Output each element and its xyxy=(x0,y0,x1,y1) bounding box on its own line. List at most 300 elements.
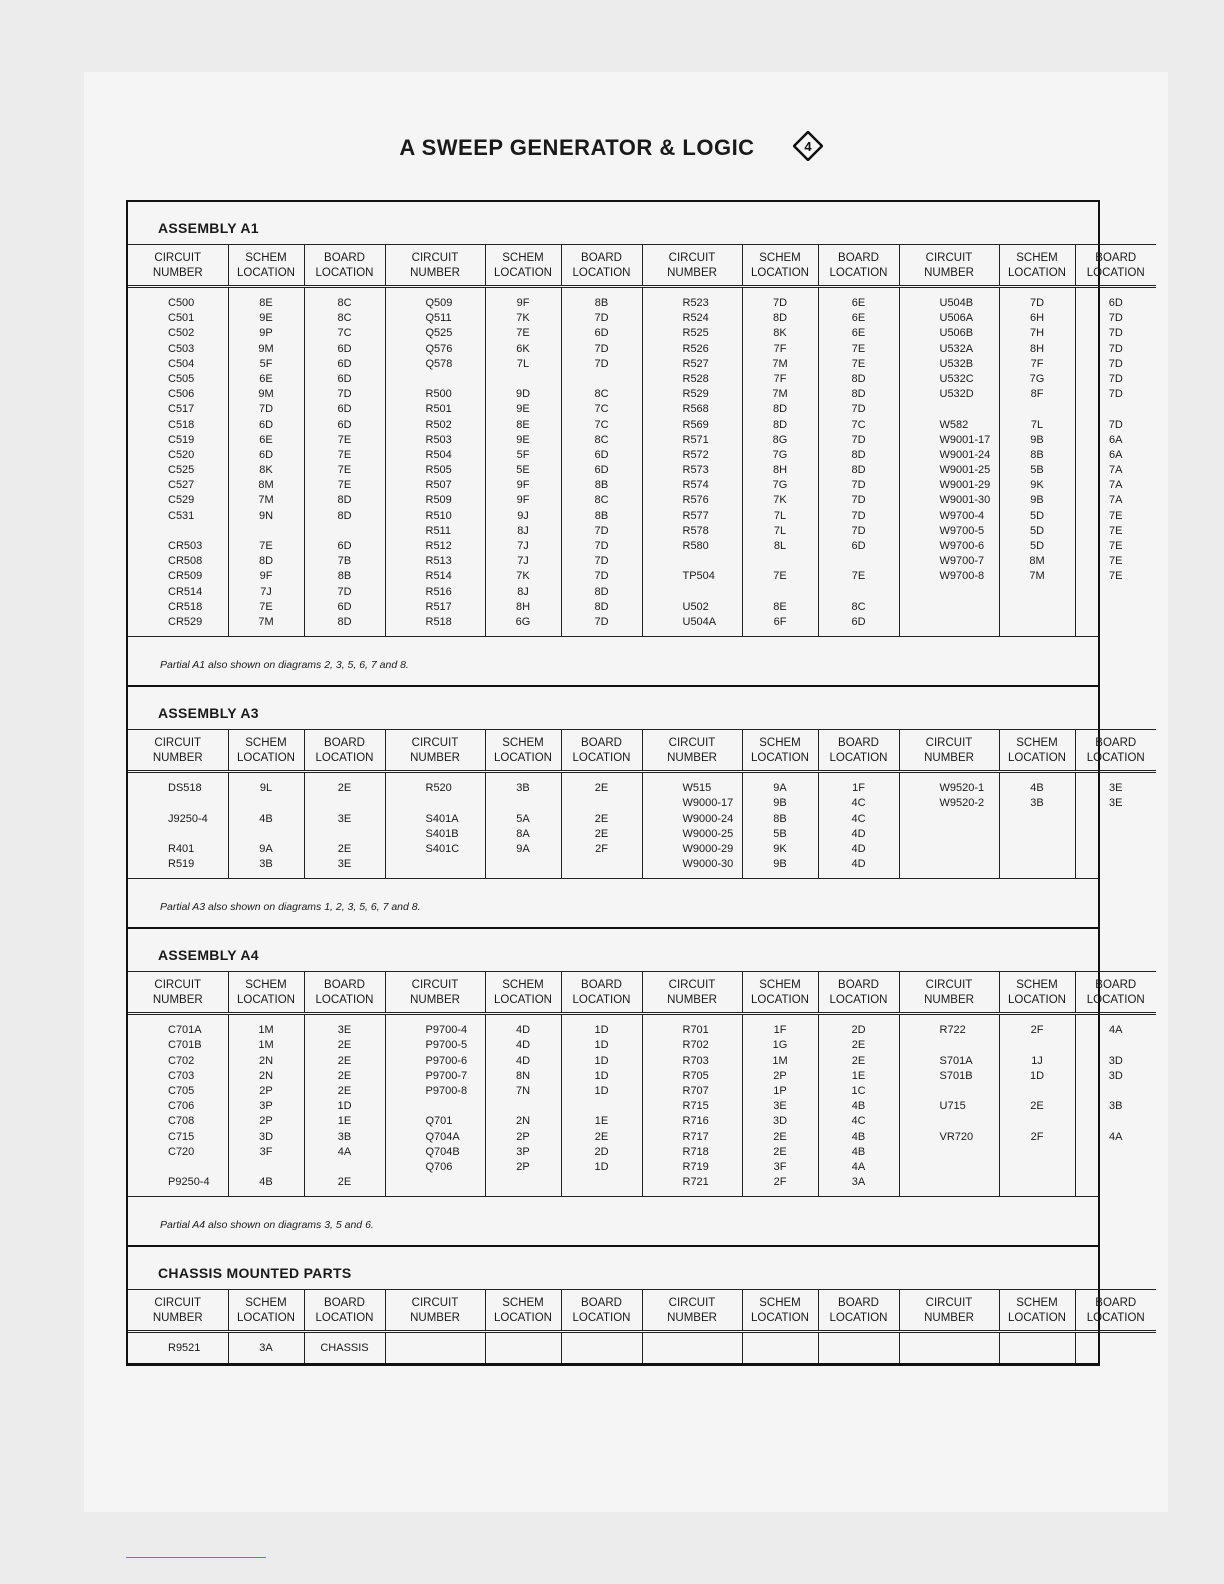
schem-cell: 7F xyxy=(773,372,787,385)
circuit-cell xyxy=(940,1114,997,1129)
schem-cell: 9P xyxy=(259,327,273,340)
header-line: CIRCUIT xyxy=(668,979,716,992)
board-cell: 2F xyxy=(595,842,608,855)
circuit-cell xyxy=(940,600,997,615)
board-cell: 8B xyxy=(594,509,609,522)
header-board xyxy=(304,245,385,287)
schem-cell: 7K xyxy=(516,570,530,583)
board-cell: 2E xyxy=(337,1069,352,1082)
circuit-cell: J9250-4 xyxy=(168,812,208,825)
header-line: BOARD xyxy=(324,737,365,750)
board-cell: 6D xyxy=(1108,297,1123,309)
header-schem xyxy=(742,1290,818,1332)
board-cell xyxy=(1078,1341,1155,1356)
circuit-cell: W515 xyxy=(682,782,712,795)
schem-cell: 9F xyxy=(516,479,530,492)
header-line: CIRCUIT xyxy=(411,737,459,750)
board-cell: 1E xyxy=(594,1115,609,1128)
header-line: NUMBER xyxy=(924,994,974,1007)
board-cell: 2E xyxy=(337,782,352,795)
schem-cell: 8G xyxy=(772,433,788,446)
schem-cell: 7D xyxy=(772,297,788,309)
schem-cell: 7F xyxy=(1030,357,1044,370)
header-line: NUMBER xyxy=(924,752,974,765)
schem-cell xyxy=(1002,812,1073,827)
board-cell: 1D xyxy=(594,1085,609,1097)
schem-cell: 9B xyxy=(1030,494,1044,507)
schem-cell: 7K xyxy=(516,312,530,325)
circuit-cell: R502 xyxy=(425,418,452,431)
board-cell: 7D xyxy=(594,312,609,325)
schem-cell: 8H xyxy=(772,464,788,477)
board-cell: 7D xyxy=(337,585,352,598)
circuit-cell: C518 xyxy=(168,418,195,431)
circuit-cell: R578 xyxy=(682,524,709,537)
board-cell: 7C xyxy=(851,418,866,431)
circuit-cell: W9520-1 xyxy=(939,782,985,795)
board-cell: 3B xyxy=(337,1130,352,1143)
column-schem xyxy=(999,287,1075,637)
schem-cell: 7L xyxy=(516,357,530,370)
board-cell: 4B xyxy=(851,1145,866,1158)
schem-cell: 8E xyxy=(773,600,787,613)
board-cell: 7D xyxy=(1108,357,1123,370)
circuit-cell: C525 xyxy=(168,464,195,477)
board-cell: 4C xyxy=(851,812,866,825)
board-cell xyxy=(307,524,383,539)
header-line: CIRCUIT xyxy=(668,737,716,750)
board-cell xyxy=(1078,402,1155,417)
column-schem xyxy=(228,287,304,637)
board-cell: 7E xyxy=(337,479,352,492)
circuit-cell: R702 xyxy=(682,1039,709,1052)
circuit-cell: U532B xyxy=(939,357,974,370)
board-cell: 1D xyxy=(594,1069,609,1082)
board-cell: 8D xyxy=(851,372,866,385)
schem-cell: 9E xyxy=(516,403,530,416)
circuit-cell: R501 xyxy=(425,403,452,416)
header-line: BOARD xyxy=(838,979,879,992)
board-cell xyxy=(1078,1160,1155,1175)
schem-cell: 8K xyxy=(259,464,273,477)
column-schem xyxy=(228,1332,304,1363)
schem-cell: 8M xyxy=(1029,555,1045,568)
header-line: LOCATION xyxy=(494,1312,552,1325)
header-line: NUMBER xyxy=(924,1312,974,1325)
board-cell: 1F xyxy=(852,782,865,795)
header-line: NUMBER xyxy=(667,267,717,279)
circuit-cell xyxy=(426,796,483,811)
circuit-cell: Q509 xyxy=(425,297,453,309)
schem-cell: 9B xyxy=(773,797,787,810)
header-line: CIRCUIT xyxy=(154,1297,202,1310)
schem-cell: 8D xyxy=(258,555,274,568)
header-line: SCHEM xyxy=(759,1297,801,1310)
schem-cell: 8E xyxy=(516,418,530,431)
header-circuit xyxy=(899,972,999,1014)
column-circuit xyxy=(128,772,228,879)
board-cell: 8B xyxy=(594,479,609,492)
header-line: SCHEM xyxy=(245,737,287,750)
header-line: BOARD xyxy=(324,979,365,992)
circuit-cell: S401C xyxy=(425,842,460,855)
schem-cell: 7D xyxy=(1029,297,1045,309)
schem-cell: 4D xyxy=(515,1039,531,1052)
board-cell: 4D xyxy=(851,842,866,855)
header-line: CIRCUIT xyxy=(154,252,202,264)
header-line: CIRCUIT xyxy=(925,252,973,264)
board-cell: 7C xyxy=(337,327,352,340)
board-cell: 8C xyxy=(594,433,609,446)
circuit-cell: Q576 xyxy=(425,342,453,355)
header-line: NUMBER xyxy=(667,994,717,1007)
schem-cell: 9A xyxy=(259,842,273,855)
circuit-cell: U532A xyxy=(939,342,974,355)
header-line: SCHEM xyxy=(759,737,801,750)
column-board xyxy=(818,772,899,879)
circuit-cell xyxy=(940,1038,997,1053)
board-cell: 6D xyxy=(337,342,352,355)
header-schem xyxy=(742,245,818,287)
circuit-cell xyxy=(940,615,997,630)
title-text: A SWEEP GENERATOR & LOGIC xyxy=(399,135,755,160)
board-cell: 6D xyxy=(851,540,866,552)
header-line: LOCATION xyxy=(751,752,809,765)
circuit-cell: W9000-30 xyxy=(682,858,734,871)
board-cell xyxy=(821,585,897,600)
circuit-cell xyxy=(940,1175,997,1190)
schem-cell xyxy=(1002,585,1073,600)
circuit-cell: C517 xyxy=(168,403,195,416)
board-cell: 7D xyxy=(594,540,609,552)
header-board xyxy=(818,730,899,772)
header-schem xyxy=(999,730,1075,772)
schem-cell: 9E xyxy=(516,433,530,446)
schem-cell: 7M xyxy=(772,357,788,370)
header-line: SCHEM xyxy=(759,252,801,264)
board-cell xyxy=(1078,842,1155,857)
column-schem xyxy=(742,1014,818,1197)
schem-cell: 3B xyxy=(259,858,273,871)
circuit-cell xyxy=(168,827,226,842)
circuit-cell: C500 xyxy=(168,297,195,309)
circuit-cell: R505 xyxy=(425,464,452,477)
schem-cell: 8J xyxy=(517,585,529,598)
header-circuit xyxy=(899,245,999,287)
header-line: NUMBER xyxy=(924,267,974,279)
board-cell: 7E xyxy=(1109,540,1123,552)
board-cell: 6D xyxy=(337,418,352,431)
board-cell: 7C xyxy=(594,403,609,416)
schem-cell: 3E xyxy=(773,1100,787,1113)
section-title: ASSEMBLY A1 xyxy=(158,220,259,236)
header-schem xyxy=(228,972,304,1014)
header-line: LOCATION xyxy=(237,267,295,279)
header-schem xyxy=(999,972,1075,1014)
column-board xyxy=(1075,287,1156,637)
column-circuit xyxy=(128,1014,228,1197)
header-line: NUMBER xyxy=(410,267,460,279)
circuit-cell: R569 xyxy=(682,418,709,431)
schem-cell: 8D xyxy=(772,403,788,416)
column-board xyxy=(1075,1014,1156,1197)
column-schem xyxy=(742,287,818,637)
circuit-cell: C720 xyxy=(168,1145,195,1158)
header-line: LOCATION xyxy=(572,994,631,1007)
circuit-cell: R719 xyxy=(682,1160,709,1173)
header-circuit xyxy=(385,972,485,1014)
circuit-cell xyxy=(683,1341,740,1356)
board-cell: 6A xyxy=(1109,448,1123,461)
circuit-cell xyxy=(940,842,997,857)
header-schem xyxy=(999,1290,1075,1332)
column-board xyxy=(561,772,642,879)
board-cell: 7D xyxy=(594,615,609,628)
circuit-cell: C502 xyxy=(168,327,195,340)
board-cell: 7D xyxy=(851,479,866,492)
header-line: LOCATION xyxy=(751,1312,809,1325)
board-cell: 2E xyxy=(337,1085,352,1097)
circuit-cell: R576 xyxy=(682,494,709,507)
header-circuit xyxy=(128,1290,228,1332)
circuit-cell: CR508 xyxy=(168,555,203,568)
header-line: CIRCUIT xyxy=(411,979,459,992)
board-cell: 7E xyxy=(1109,555,1123,568)
header-line: NUMBER xyxy=(410,752,460,765)
schem-cell: 8L xyxy=(773,540,787,552)
board-cell: 4A xyxy=(1109,1024,1123,1037)
header-line: LOCATION xyxy=(494,267,552,279)
circuit-cell: U504A xyxy=(682,615,717,628)
board-cell: 7D xyxy=(337,388,352,401)
header-circuit xyxy=(385,1290,485,1332)
header-line: NUMBER xyxy=(667,1312,717,1325)
schem-cell: 1G xyxy=(772,1039,788,1052)
circuit-cell: W9001-17 xyxy=(939,433,991,446)
header-line: CIRCUIT xyxy=(925,737,973,750)
circuit-cell: R524 xyxy=(682,312,709,325)
circuit-cell: S401B xyxy=(425,827,459,840)
schem-cell: 1P xyxy=(773,1085,787,1097)
board-cell: 3E xyxy=(1109,782,1123,795)
schem-cell: 5D xyxy=(1029,524,1045,537)
circuit-cell: C702 xyxy=(168,1054,195,1067)
section-title: ASSEMBLY A3 xyxy=(158,705,259,722)
circuit-cell: R715 xyxy=(682,1100,709,1113)
section-title: CHASSIS MOUNTED PARTS xyxy=(158,1265,352,1282)
schem-cell: 3A xyxy=(259,1342,273,1355)
schem-cell: 7E xyxy=(516,327,530,340)
board-cell: 4A xyxy=(1109,1130,1123,1143)
circuit-cell xyxy=(940,402,997,417)
schem-cell: 3B xyxy=(1030,797,1044,810)
board-cell: 2E xyxy=(337,1039,352,1052)
schem-cell: 9M xyxy=(258,388,274,401)
schem-cell: 2E xyxy=(773,1145,787,1158)
header-line: LOCATION xyxy=(751,267,809,279)
circuit-cell: P9700-5 xyxy=(425,1039,468,1052)
board-cell xyxy=(1078,600,1155,615)
circuit-cell: W9001-29 xyxy=(939,479,991,492)
circuit-cell: P9700-6 xyxy=(425,1054,468,1067)
header-line: SCHEM xyxy=(502,1297,544,1310)
column-circuit xyxy=(642,1014,742,1197)
circuit-cell: C701B xyxy=(168,1039,202,1052)
circuit-cell: U504B xyxy=(939,297,974,309)
board-cell: 3E xyxy=(1109,797,1123,810)
schem-cell: 5F xyxy=(516,448,530,461)
board-cell: 7D xyxy=(594,357,609,370)
schem-cell: 2P xyxy=(516,1160,530,1173)
board-cell: 2D xyxy=(594,1145,609,1158)
circuit-cell: C519 xyxy=(168,433,195,446)
header-line: NUMBER xyxy=(410,994,460,1007)
board-cell: 8B xyxy=(337,570,352,583)
schem-cell: 2F xyxy=(773,1176,787,1189)
header-line: LOCATION xyxy=(572,752,631,765)
schem-cell: 8E xyxy=(259,297,273,309)
header-line: BOARD xyxy=(581,1297,622,1310)
board-cell: 4B xyxy=(851,1130,866,1143)
circuit-cell: C529 xyxy=(168,494,195,507)
board-cell: CHASSIS xyxy=(320,1342,369,1355)
board-cell: 2E xyxy=(337,842,352,855)
table-body-row xyxy=(128,287,1156,637)
column-circuit xyxy=(385,772,485,879)
board-cell: 7D xyxy=(1108,327,1123,340)
column-board xyxy=(561,1332,642,1363)
header-board xyxy=(1075,245,1156,287)
schem-cell: 6D xyxy=(258,418,274,431)
schem-cell: 6E xyxy=(259,372,273,385)
circuit-cell: R523 xyxy=(682,297,709,309)
circuit-cell: DS518 xyxy=(168,782,202,795)
board-cell: 7D xyxy=(851,509,866,522)
column-board xyxy=(818,287,899,637)
header-line: LOCATION xyxy=(829,267,888,279)
schem-cell xyxy=(1002,842,1073,857)
circuit-cell: R573 xyxy=(682,464,709,477)
circuit-cell: Q511 xyxy=(425,312,452,325)
schem-cell: 7J xyxy=(517,540,529,552)
circuit-cell: C705 xyxy=(168,1085,195,1097)
board-cell: 1D xyxy=(594,1039,609,1052)
column-schem xyxy=(999,1014,1075,1197)
column-board xyxy=(561,287,642,637)
header-schem xyxy=(485,245,561,287)
column-schem xyxy=(485,287,561,637)
schem-cell: 4B xyxy=(259,1176,273,1189)
header-schem xyxy=(485,1290,561,1332)
schem-cell xyxy=(1002,1145,1073,1160)
circuit-cell: S701A xyxy=(939,1054,973,1067)
circuit-cell: R705 xyxy=(682,1069,709,1082)
schem-cell xyxy=(1002,615,1073,630)
header-board xyxy=(818,972,899,1014)
circuit-cell: R574 xyxy=(682,479,709,492)
section-note: Partial A1 also shown on diagrams 2, 3, 5, 6, 7 and 8. xyxy=(128,636,1098,685)
column-circuit xyxy=(642,772,742,879)
schem-cell: 1F xyxy=(773,1024,787,1037)
circuit-cell: C706 xyxy=(168,1100,195,1113)
circuit-cell: Q578 xyxy=(425,357,453,370)
schem-cell: 7L xyxy=(773,524,787,537)
column-circuit xyxy=(642,287,742,637)
header-schem xyxy=(742,730,818,772)
board-cell: 8D xyxy=(337,615,352,628)
circuit-cell: W9700-4 xyxy=(939,509,985,522)
header-line: LOCATION xyxy=(1086,1312,1145,1325)
column-schem xyxy=(742,1332,818,1363)
schem-cell: 2E xyxy=(1030,1100,1044,1113)
schem-cell: 5D xyxy=(1029,540,1045,552)
schem-cell xyxy=(231,1160,302,1175)
column-circuit xyxy=(128,287,228,637)
board-cell: 2E xyxy=(594,827,609,840)
board-cell: 1D xyxy=(594,1024,609,1037)
board-cell: 4D xyxy=(851,858,866,871)
schem-cell xyxy=(1002,827,1073,842)
header-circuit xyxy=(642,1290,742,1332)
schem-cell: 9F xyxy=(516,297,530,309)
circuit-cell: W582 xyxy=(939,418,969,431)
schem-cell: 2P xyxy=(773,1069,787,1082)
header-line: BOARD xyxy=(838,252,879,264)
circuit-cell: R9521 xyxy=(168,1342,201,1355)
header-schem xyxy=(228,1290,304,1332)
circuit-cell: R527 xyxy=(682,357,709,370)
board-cell: 7B xyxy=(337,555,352,568)
circuit-cell: R509 xyxy=(425,494,452,507)
board-cell: 4D xyxy=(851,827,866,840)
header-line: LOCATION xyxy=(1008,994,1066,1007)
schem-cell: 8D xyxy=(772,418,788,431)
board-cell: 3A xyxy=(851,1176,866,1189)
board-cell: 4B xyxy=(851,1100,866,1113)
board-cell: 7A xyxy=(1109,494,1123,507)
schem-cell: 7D xyxy=(258,403,274,416)
header-line: LOCATION xyxy=(237,1312,295,1325)
column-circuit xyxy=(385,1014,485,1197)
header-board xyxy=(1075,972,1156,1014)
header-line: BOARD xyxy=(1095,252,1137,264)
circuit-cell: C503 xyxy=(168,342,195,355)
column-schem xyxy=(485,772,561,879)
circuit-cell: CR509 xyxy=(168,570,203,583)
circuit-cell: R722 xyxy=(939,1024,966,1037)
board-cell xyxy=(1078,615,1155,630)
schem-cell: 5D xyxy=(1029,509,1045,522)
circuit-cell: C531 xyxy=(168,509,195,522)
schem-cell: 4D xyxy=(515,1054,531,1067)
header-line: LOCATION xyxy=(572,267,631,279)
board-cell xyxy=(821,1341,897,1356)
board-cell: 2E xyxy=(594,1130,609,1143)
board-cell: 4A xyxy=(337,1145,352,1158)
board-cell xyxy=(564,796,640,811)
schem-cell: 7L xyxy=(773,509,787,522)
circuit-cell: R518 xyxy=(425,615,452,628)
board-cell xyxy=(1078,1114,1155,1129)
circuit-cell xyxy=(168,1160,226,1175)
board-cell xyxy=(1078,812,1155,827)
header-line: BOARD xyxy=(581,979,622,992)
header-line: LOCATION xyxy=(237,752,295,765)
column-board xyxy=(1075,1332,1156,1363)
header-line: NUMBER xyxy=(152,1312,203,1325)
schem-cell: 1M xyxy=(258,1024,274,1037)
header-line: LOCATION xyxy=(1008,752,1066,765)
